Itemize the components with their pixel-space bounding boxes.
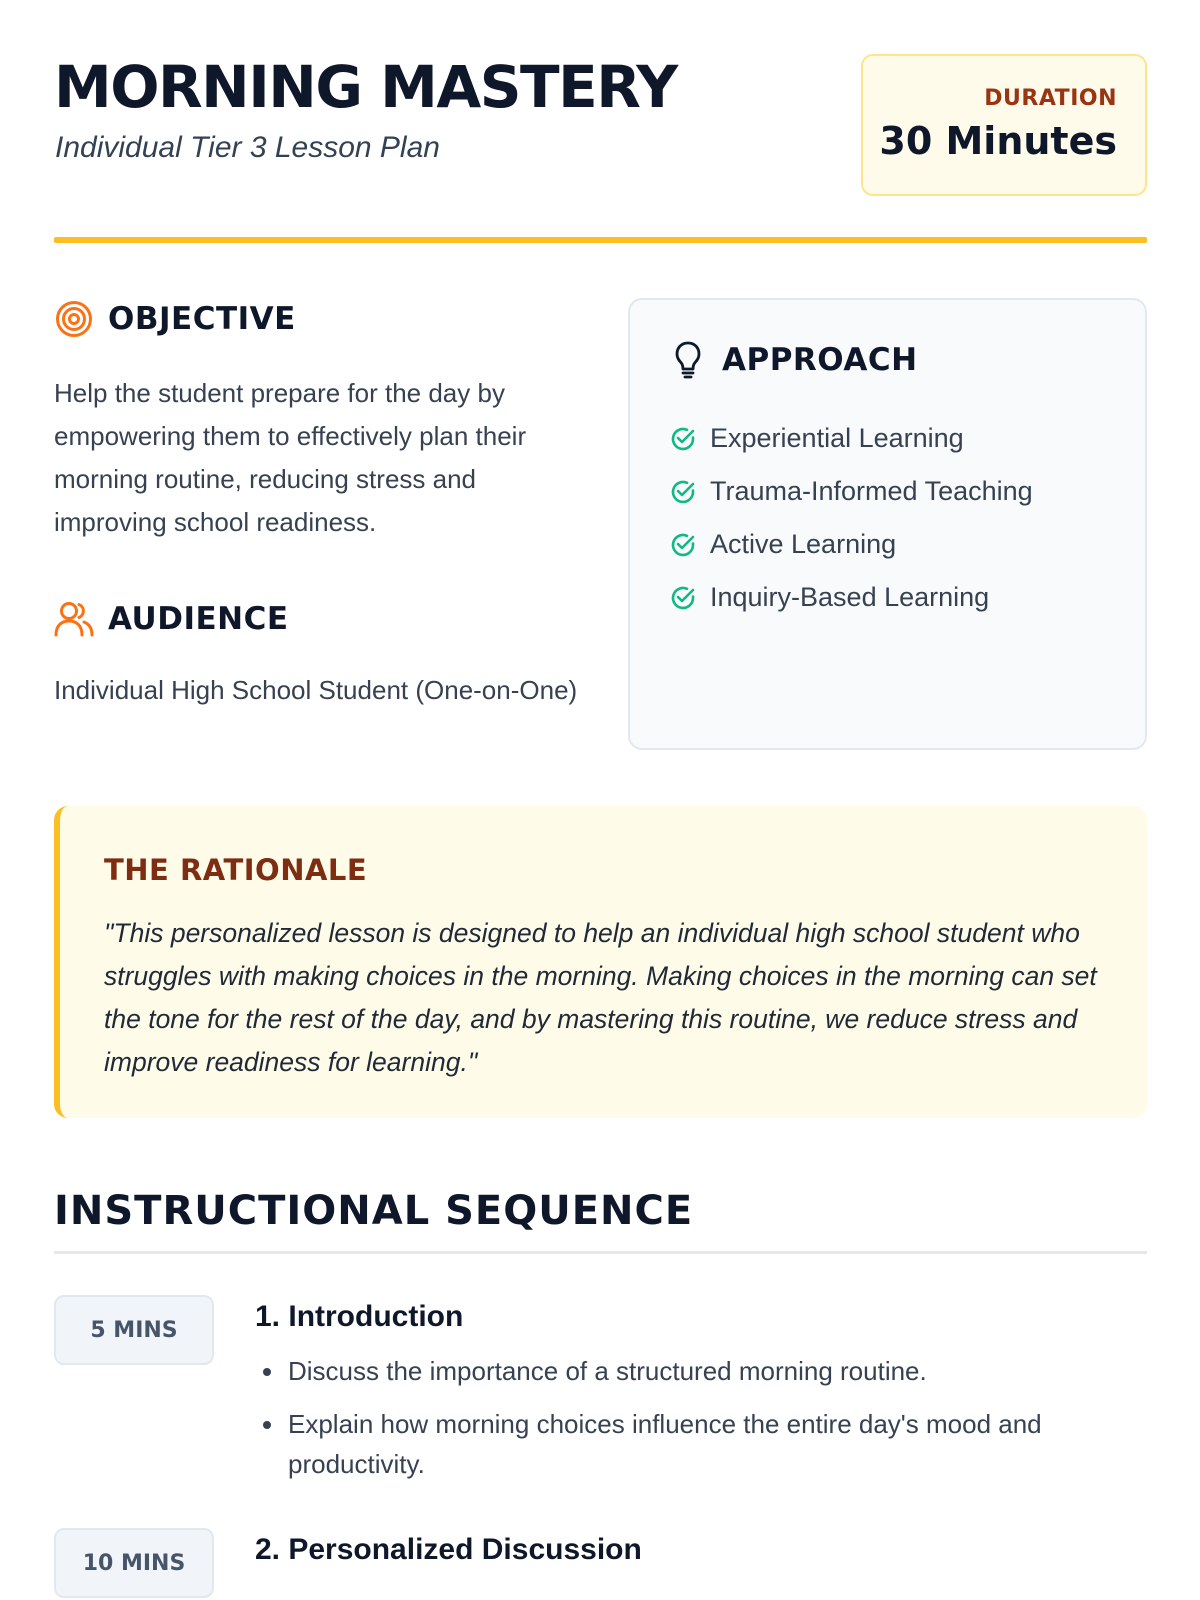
audience-heading [54,599,289,639]
step-bullet: • Discuss the importance of a structured morning routine. [286,1351,1146,1391]
approach-item-label: Active Learning [710,529,897,559]
check-circle-icon [670,532,696,558]
audience-label: AUDIENCE [108,601,289,637]
lightbulb-icon [668,340,708,380]
rationale-callout [54,806,1147,1118]
step-title: 2. Personalized Discussion [255,1533,642,1566]
step-bullets [286,1351,1146,1497]
rationale-heading: THE RATIONALE [104,853,368,887]
approach-item [670,518,1033,571]
approach-card [628,298,1147,750]
step-title: 1. Introduction [255,1300,464,1333]
approach-item [670,465,1033,518]
step-bullet: • Explain how morning choices influence the entire day's mood and productivity. [286,1404,1146,1484]
check-circle-icon [670,426,696,452]
page-subtitle: Individual Tier 3 Lesson Plan [55,131,440,164]
users-icon [54,599,94,639]
approach-item-label: Inquiry-Based Learning [710,582,990,612]
rationale-quote: "This personalized lesson is designed to help an individual high school student who struggles with making choices in the morning. Making choices in the morning can set the tone for the rest of the day, and by mastering this routine, we reduce stress and improve readiness for learning." [104,918,1097,1077]
duration-value: 30 Minutes [879,119,1117,163]
page-title: MORNING MASTERY [54,53,677,121]
audience-text: Individual High School Student (One-on-One) [54,675,578,705]
objective-heading [54,299,296,339]
approach-heading [668,340,918,380]
approach-item [670,412,1033,465]
check-circle-icon [670,479,696,505]
approach-item-label: Trauma-Informed Teaching [710,476,1033,506]
approach-item-label: Experiential Learning [710,423,964,453]
objective-text: Help the student prepare for the day by empowering them to effectively plan their morning routine, reducing stress and improving school readiness. [54,378,527,537]
duration-chip: 5 MINS [54,1295,214,1365]
approach-label: APPROACH [722,342,918,378]
lesson-plan-page [54,0,1147,1600]
header-divider [54,237,1147,243]
approach-item [670,571,1033,624]
objective-label: OBJECTIVE [108,301,296,337]
sequence-divider [54,1251,1147,1254]
target-icon [54,299,94,339]
sequence-heading: INSTRUCTIONAL SEQUENCE [54,1188,694,1234]
duration-chip: 10 MINS [54,1528,214,1598]
approach-list [670,412,1033,624]
check-circle-icon [670,585,696,611]
duration-label: DURATION [984,86,1117,111]
duration-badge [861,54,1147,196]
